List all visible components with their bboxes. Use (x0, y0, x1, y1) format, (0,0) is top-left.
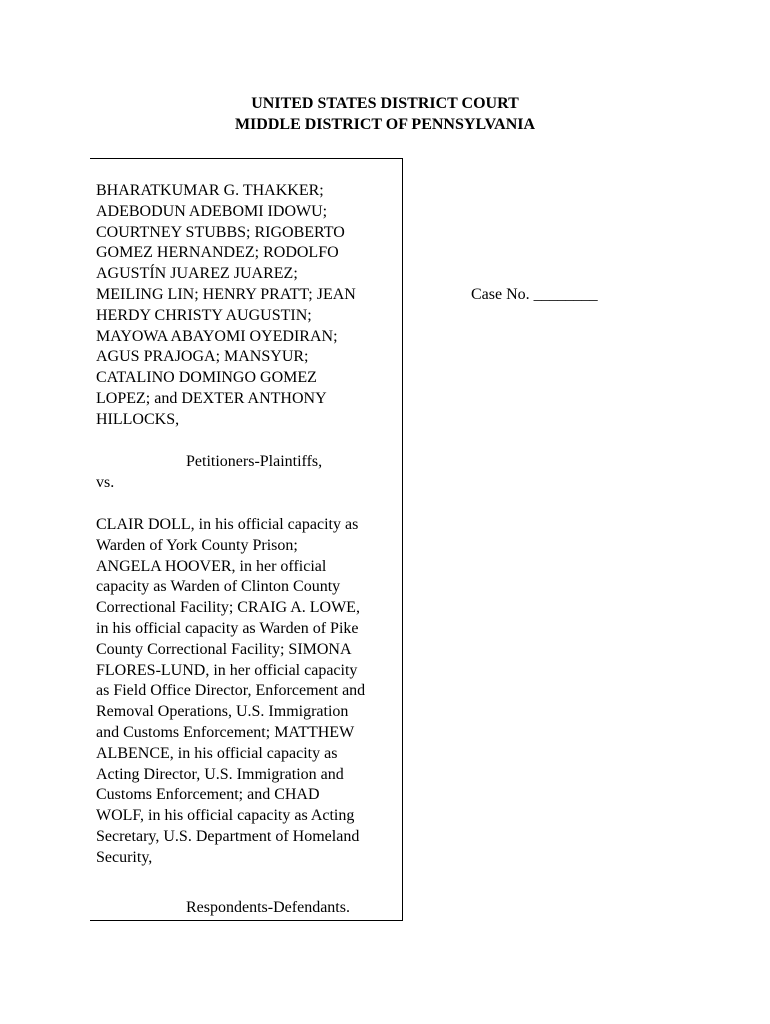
petitioner-line: MEILING LIN; HENRY PRATT; JEAN (96, 285, 356, 303)
respondent-line: County Correctional Facility; SIMONA (96, 640, 352, 658)
respondent-line: Customs Enforcement; and CHAD (96, 786, 320, 804)
respondent-line: WOLF, in his official capacity as Acting (96, 807, 355, 825)
petitioner-line: AGUSTÍN JUAREZ JUAREZ; (96, 265, 298, 283)
petitioner-line: CATALINO DOMINGO GOMEZ (96, 369, 317, 387)
respondent-line: Acting Director, U.S. Immigration and (96, 765, 344, 783)
petitioner-line: BHARATKUMAR G. THAKKER; (96, 182, 324, 199)
respondents-role: Respondents-Defendants. (186, 899, 350, 916)
respondent-line: Warden of York County Prison; (96, 536, 298, 554)
versus-label: vs. (96, 474, 115, 491)
respondent-line: ALBENCE, in his official capacity as (96, 744, 338, 762)
respondent-line: capacity as Warden of Clinton County (96, 578, 341, 596)
respondent-line: in his official capacity as Warden of Pike (96, 619, 359, 637)
respondent-line: ANGELA HOOVER, in her official (96, 557, 327, 575)
petitioner-line: AGUS PRAJOGA; MANSYUR; (96, 348, 309, 366)
petitioner-line: GOMEZ HERNANDEZ; RODOLFO (96, 244, 339, 262)
petitioner-line: HERDY CHRISTY AUGUSTIN; (96, 306, 312, 324)
case-number: Case No. ________ (471, 286, 598, 303)
respondent-line: Removal Operations, U.S. Immigration (96, 703, 349, 721)
respondent-line: as Field Office Director, Enforcement and (96, 682, 366, 700)
petitioners-names (96, 181, 406, 431)
petitioner-line: ADEBODUN ADEBOMI IDOWU; (96, 202, 328, 220)
respondents-names (96, 515, 406, 869)
respondent-line: CLAIR DOLL, in his official capacity as (96, 516, 359, 533)
respondent-line: Security, (96, 848, 153, 866)
petitioner-line: MAYOWA ABAYOMI OYEDIRAN; (96, 327, 338, 345)
court-heading (0, 93, 770, 135)
petitioners-role: Petitioners-Plaintiffs, (186, 453, 323, 470)
court-district: MIDDLE DISTRICT OF PENNSYLVANIA (234, 116, 536, 133)
petitioner-line: COURTNEY STUBBS; RIGOBERTO (96, 223, 345, 241)
court-name: UNITED STATES DISTRICT COURT (251, 95, 519, 112)
petitioner-line: LOPEZ; and DEXTER ANTHONY (96, 389, 327, 407)
respondent-line: and Customs Enforcement; MATTHEW (96, 723, 355, 741)
petitioner-line: HILLOCKS, (96, 410, 180, 428)
respondent-line: Correctional Facility; CRAIG A. LOWE, (96, 599, 360, 617)
respondent-line: Secretary, U.S. Department of Homeland (96, 827, 360, 845)
respondent-line: FLORES-LUND, in her official capacity (96, 661, 358, 679)
